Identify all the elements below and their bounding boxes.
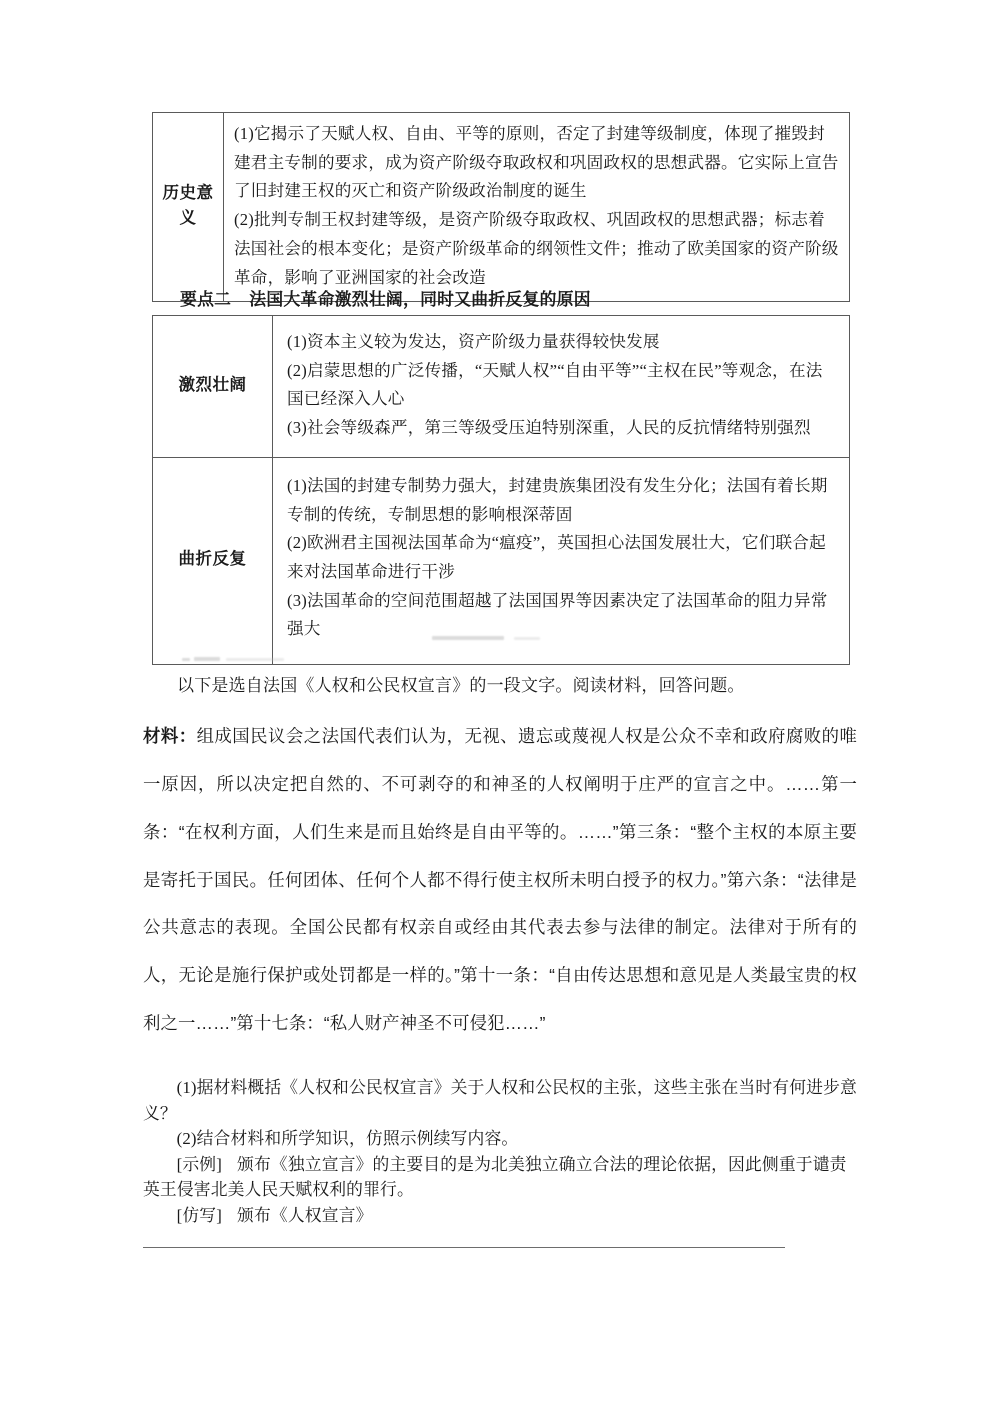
example-line: [143, 1152, 857, 1203]
table-history-significance: [152, 112, 850, 302]
lead-paragraph-block: [143, 672, 857, 699]
row-content-history-significance: [224, 113, 850, 302]
paragraph: (2)欧洲君主国视法国革命为“瘟疫”，英国担心法国发展壮大，它们联合起来对法国革命进行干涉: [287, 533, 826, 581]
question-item-1: (1)据材料概括《人权和公民权宣言》关于人权和公民权的主张，这些主张在当时有何进步意义？: [143, 1078, 857, 1123]
imitation-text: 颁布《人权宣言》: [237, 1205, 373, 1225]
row-label-tortuous-repetitive: 曲折反复: [153, 457, 273, 664]
section-heading-number: 要点二: [180, 290, 232, 309]
imitation-tag: [仿写]: [176, 1205, 222, 1225]
row-label-intense-magnificent: 激烈壮阔: [153, 316, 273, 458]
paragraph: (3)法国革命的空间范围超越了法国国界等因素决定了法国革命的阻力异常强大: [287, 590, 828, 639]
section-heading: [180, 286, 591, 310]
row-content-intense-magnificent: [273, 316, 850, 458]
question-list: [143, 1075, 857, 1228]
material-paragraph: [143, 713, 857, 1048]
table-row: [153, 113, 850, 302]
material-block: [143, 713, 857, 1048]
paragraph: (3)社会等级森严，第三等级受压迫特别深重，人民的反抗情绪特别强烈: [287, 418, 811, 438]
paragraph: (2)启蒙思想的广泛传播，“天赋人权”“自由平等”“主权在民”等观念，在法国已经深入人心: [287, 360, 823, 409]
paragraph: (1)它揭示了天赋人权、自由、平等的原则，否定了封建等级制度，体现了摧毁封建君主专制的要求，成为资产阶级夺取政权和巩固政权的思想武器。它实际上宣告了旧封建王权的灭亡和资产阶级政治制度的诞生: [234, 124, 839, 201]
example-tag: [示例]: [176, 1154, 222, 1174]
row-content-tortuous-repetitive: [273, 457, 850, 664]
lead-paragraph: 以下是选自法国《人权和公民权宣言》的一段文字。阅读材料，回答问题。: [177, 676, 745, 695]
example-text: 颁布《独立宣言》的主要目的是为北美独立确立合法的理论依据，因此侧重于谴责英王侵害北美人民天赋权利的罪行。: [143, 1154, 847, 1200]
material-label: 材料：: [143, 726, 197, 746]
answer-space-rule: [143, 1247, 785, 1248]
material-text: 组成国民议会之法国代表们认为，无视、遗忘或蔑视人权是公众不幸和政府腐败的唯一原因，所以决定把自然的、不可剥夺的和神圣的人权阐明于庄严的宣言之中。……第一条：“在权利方面，人们生来是而且始终是自由平等的。……”第三条：“整个主权的本原主要是寄托于国民。任何团体、任何个人都不得行使主权所未明白授予的权力。”第六条：“法律是公共意志的表现。全国公民都有权亲自或经由其代表去参与法律的制定。法律对于所有的人，无论是施行保护或处罚都是一样的。”第十一条：“自由传达思想和意见是人类最宝贵的权利之一……”第十七条：“私人财产神圣不可侵犯……”: [143, 726, 857, 1034]
question-item-2: (2)结合材料和所学知识，仿照示例续写内容。: [176, 1129, 519, 1149]
table-row: [153, 457, 850, 664]
section-heading-title: 法国大革命激烈壮阔，同时又曲折反复的原因: [249, 290, 591, 309]
table-row: [153, 316, 850, 458]
row-label-history-significance: 历史意义: [153, 113, 224, 302]
paragraph: (1)法国的封建专制势力强大，封建贵族集团没有发生分化；法国有着长期专制的传统，专制思想的影响根深蒂固: [287, 475, 828, 524]
table-revolution-reasons: [152, 315, 850, 665]
imitation-line: [143, 1203, 857, 1229]
paragraph: (2)批判专制王权封建等级，是资产阶级夺取政权、巩固政权的思想武器；标志着法国社会的根本变化；是资产阶级革命的纲领性文件；推动了欧美国家的资产阶级革命，影响了亚洲国家的社会改造: [234, 210, 839, 287]
paragraph: (1)资本主义较为发达，资产阶级力量获得较快发展: [287, 332, 660, 351]
questions-block: [143, 1075, 857, 1228]
